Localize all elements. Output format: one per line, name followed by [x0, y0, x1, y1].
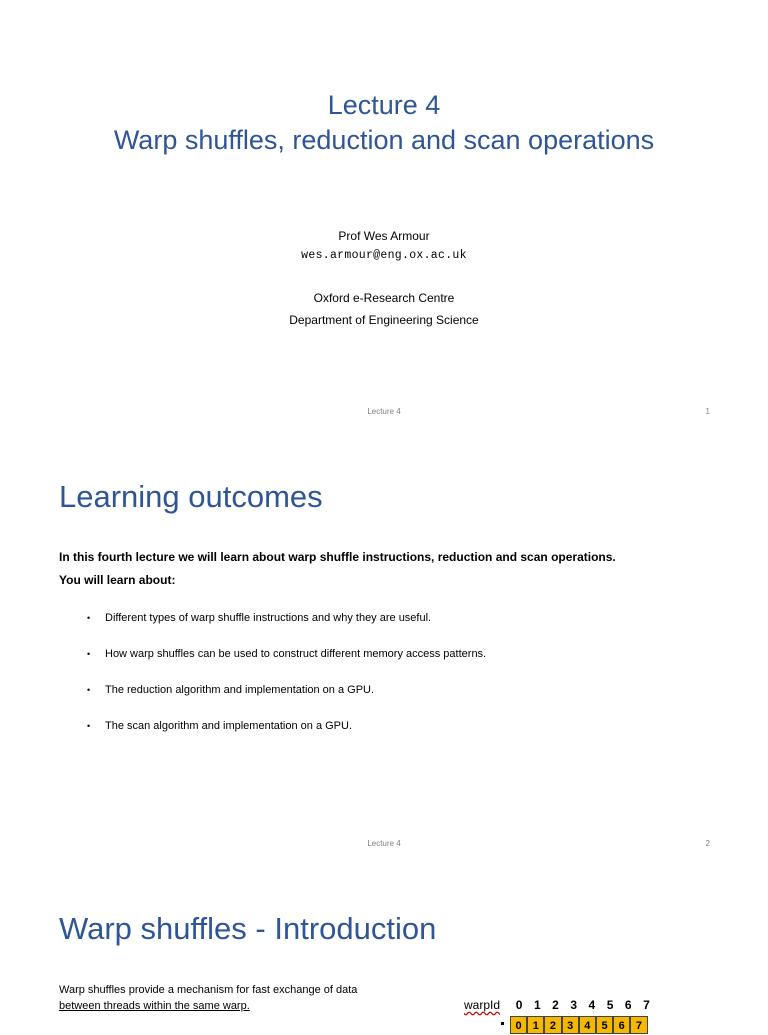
warp-id: 3 [570, 998, 577, 1012]
slide-learning-outcomes [0, 432, 768, 864]
intro-subtext: You will learn about: [59, 573, 176, 587]
slide-heading: Warp shuffles - Introduction [59, 911, 437, 946]
affiliation-centre: Oxford e-Research Centre [313, 291, 455, 305]
lane-cell: 2 [544, 1016, 561, 1034]
lecture-topic-title: Warp shuffles, reduction and scan operations [113, 125, 655, 155]
outcomes-list [87, 608, 486, 752]
warp-id: 0 [515, 998, 523, 1012]
body-text-underlined: between threads within the same warp. [59, 1000, 250, 1012]
bullet-icon: • [87, 613, 91, 623]
row-marker-icon [501, 1022, 504, 1025]
slide-footer: Lecture 4 [367, 407, 401, 416]
lane-cell: 7 [630, 1016, 647, 1034]
lane-cell: 4 [579, 1016, 596, 1034]
bullet-icon: • [87, 721, 91, 731]
lane-value-row [510, 1016, 648, 1034]
warp-id: 7 [643, 998, 650, 1012]
author-email[interactable]: wes.armour@eng.ox.ac.uk [301, 249, 467, 262]
lane-cell: 5 [596, 1016, 613, 1034]
warp-id: 2 [552, 998, 559, 1012]
author-name: Prof Wes Armour [338, 229, 430, 243]
lecture-number-title: Lecture 4 [327, 90, 441, 120]
warp-id: 6 [624, 998, 632, 1012]
warp-id: 5 [606, 998, 614, 1012]
lane-cell: 3 [562, 1016, 579, 1034]
slide-heading: Learning outcomes [59, 479, 323, 514]
slide-warp-shuffles [0, 864, 768, 1032]
list-item-text: The scan algorithm and implementation on a GPU. [105, 720, 353, 732]
warp-id-row [510, 998, 656, 1012]
warp-id-label: warpId [464, 998, 501, 1012]
affiliation-department: Department of Engineering Science [289, 313, 479, 327]
lane-cell: 6 [613, 1016, 630, 1034]
list-item-text: Different types of warp shuffle instructions and why they are useful. [105, 612, 432, 624]
slide-footer: Lecture 4 [367, 839, 401, 848]
page-number: 2 [705, 839, 710, 848]
bullet-icon: • [87, 685, 91, 695]
list-item [87, 716, 486, 752]
page-number: 1 [705, 407, 710, 416]
intro-text: In this fourth lecture we will learn about warp shuffle instructions, reduction and scan operations. [59, 550, 616, 564]
warp-id: 1 [533, 998, 541, 1012]
list-item-text: How warp shuffles can be used to construct different memory access patterns. [105, 648, 487, 660]
bullet-icon: • [87, 649, 91, 659]
lane-cell: 1 [527, 1016, 544, 1034]
list-item [87, 644, 486, 680]
body-text: Warp shuffles provide a mechanism for fast exchange of data [59, 984, 358, 996]
warp-id: 4 [588, 998, 596, 1012]
lane-cell: 0 [510, 1016, 527, 1034]
list-item [87, 608, 486, 644]
list-item-text: The reduction algorithm and implementation on a GPU. [105, 684, 375, 696]
list-item [87, 680, 486, 716]
slide-title [0, 0, 768, 432]
